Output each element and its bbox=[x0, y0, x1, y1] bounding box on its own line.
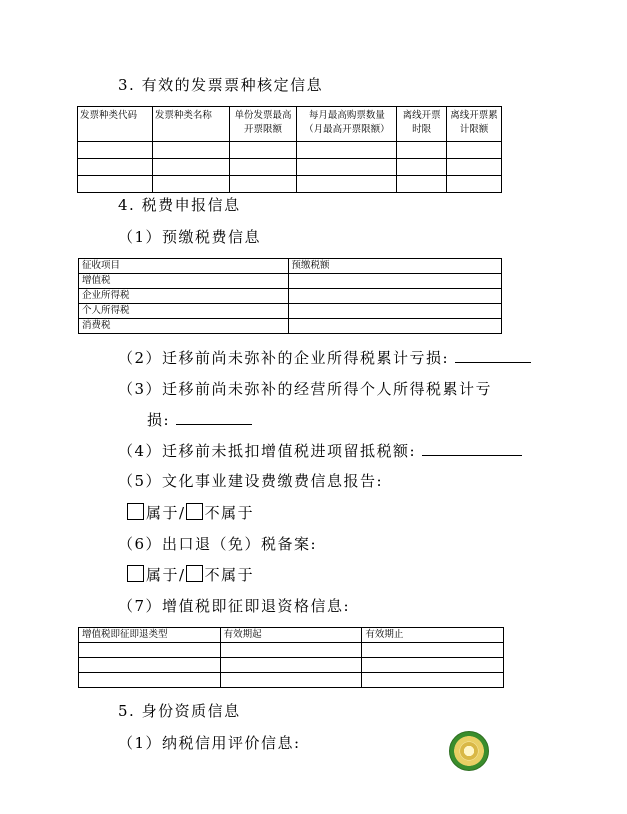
refund-header-start: 有效期起 bbox=[220, 628, 362, 643]
culture-fee-choice: 属于/ 不属于 bbox=[127, 502, 254, 523]
table-row bbox=[78, 176, 502, 193]
table-row: 消费税 bbox=[79, 319, 502, 334]
belongs-checkbox[interactable] bbox=[127, 503, 144, 520]
vat-refund-table bbox=[78, 627, 504, 688]
belongs-checkbox[interactable] bbox=[127, 565, 144, 582]
prepaid-header-item: 征收项目 bbox=[79, 259, 289, 274]
seal-stamp-icon bbox=[449, 731, 489, 771]
vat-credit-blank[interactable] bbox=[422, 454, 522, 456]
table-row bbox=[79, 658, 504, 673]
subsection-5-1: （1）纳税信用评价信息: bbox=[118, 734, 301, 752]
table-row bbox=[79, 643, 504, 658]
subsection-4-3-cont: 损: bbox=[147, 409, 252, 430]
section-3-title: 3. 有效的发票票种核定信息 bbox=[118, 76, 324, 94]
invoice-header-monthly-quantity: 每月最高购票数量（月最高开票限额） bbox=[297, 107, 397, 142]
table-row: 企业所得税 bbox=[79, 289, 502, 304]
subsection-4-7: （7）增值税即征即退资格信息: bbox=[118, 597, 351, 615]
invoice-header-offline-time: 离线开票时限 bbox=[397, 107, 447, 142]
table-row bbox=[79, 673, 504, 688]
table-row: 个人所得税 bbox=[79, 304, 502, 319]
prepaid-tax-table bbox=[78, 258, 502, 334]
table-row bbox=[78, 142, 502, 159]
subsection-4-6: （6）出口退（免）税备案: bbox=[118, 535, 318, 553]
not-belongs-checkbox[interactable] bbox=[186, 503, 203, 520]
refund-header-type: 增值税即征即退类型 bbox=[79, 628, 221, 643]
invoice-header-offline-limit: 离线开票累计限额 bbox=[447, 107, 502, 142]
invoice-type-table bbox=[77, 106, 502, 193]
invoice-header-code: 发票种类代码 bbox=[78, 107, 153, 142]
subsection-4-5: （5）文化事业建设费缴费信息报告: bbox=[118, 472, 384, 490]
prepaid-header-amount: 预缴税额 bbox=[288, 259, 502, 274]
enterprise-loss-blank[interactable] bbox=[455, 361, 531, 363]
refund-header-end: 有效期止 bbox=[362, 628, 504, 643]
subsection-4-1: （1）预缴税费信息 bbox=[118, 228, 262, 246]
subsection-4-4: （4）迁移前未抵扣增值税进项留抵税额: bbox=[118, 440, 522, 461]
invoice-header-name: 发票种类名称 bbox=[152, 107, 229, 142]
table-row bbox=[78, 159, 502, 176]
subsection-4-2: （2）迁移前尚未弥补的企业所得税累计亏损: bbox=[118, 347, 531, 368]
not-belongs-checkbox[interactable] bbox=[186, 565, 203, 582]
invoice-header-single-limit: 单份发票最高开票限额 bbox=[229, 107, 297, 142]
personal-loss-blank[interactable] bbox=[176, 423, 252, 425]
subsection-4-3: （3）迁移前尚未弥补的经营所得个人所得税累计亏 bbox=[118, 380, 493, 398]
table-row: 增值税 bbox=[79, 274, 502, 289]
section-5-title: 5. 身份资质信息 bbox=[118, 702, 241, 720]
section-4-title: 4. 税费申报信息 bbox=[118, 196, 241, 214]
export-refund-choice: 属于/ 不属于 bbox=[127, 564, 254, 585]
